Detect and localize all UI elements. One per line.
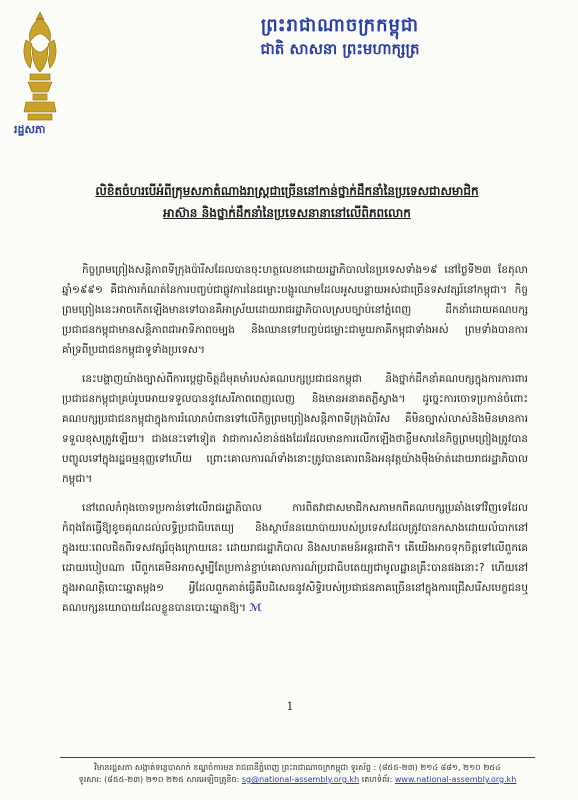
paragraph-3-text: នៅពេលកំពុងចោទប្រកាន់ទៅលើរាជរដ្ឋាភិបាល ការពិតវាជាសមាជិកសភាមកពីគណបក្សប្រឆាំងទៅវិញទេដែលកំពុងតែធ្វើឱ្យខូចគុណដល់លទ្ធិប្រជាធិបតេយ្យ និងស្ថាប័ននយោបាយរបស់ប្រទេសដែលត្រូវបានកសាងដោយលំបាកនៅក្នុងរយៈពេលជិតពីរទសវត្សរ៍ចុងក្រោយនេះ ដោយរាជរដ្ឋាភិបាល និងសហគមន៍អន្តរជាតិ។ តើយើងអាចទុកចិត្តទៅលើពួកគេដោយរបៀបណា បើពួកគេមិនអាចសូម្បីតែប្រកាន់ខ្ជាប់គោលការណ៍ប្រជាធិបតេយ្យជាមូលដ្ឋានគ្រឹះបានផងនោះ? ហើយនៅក្នុងអាណត្តិបោះឆ្នោតម្តង១ អ្វីដែលពួកគាត់ធ្វើគឺបដិសេធនូវសិទ្ធិរបស់ប្រជាជនភាគច្រើននៅក្នុងការជ្រើសរើសបេក្ខជនឬគណបក្សនយោបាយដែលខ្លួនបានបោះឆ្នោតឱ្យ។ <box>62 502 528 614</box>
kingdom-heading: ព្រះរាជាណាចក្រកម្ពុជា <box>260 15 420 36</box>
closing-mark: ℳ <box>249 602 262 614</box>
page-number: 1 <box>286 700 294 713</box>
letter-title-line-1: លិខិតចំហរបើអំពីក្រុមសភាតំណាងរាស្ត្រជាច្រើននៅកាន់ថ្នាក់ដឹកនាំនៃប្រទេសជាសមាជិក <box>95 184 479 198</box>
paragraph-3 <box>62 498 528 618</box>
national-assembly-emblem-icon <box>18 10 62 130</box>
footer-fax: ទូរសារ: (៨៥៥-២៣) ២១០ ២២៥ សារអេឡិចត្រូនិច: <box>78 775 240 784</box>
footer-website-link[interactable]: www.national-assembly.org.kh <box>394 775 517 784</box>
national-motto: ជាតិ សាសនា ព្រះមហាក្សត្រ <box>260 40 420 58</box>
footer-divider <box>60 757 535 758</box>
letter-title-line-2: អាស៊ាន និងថ្នាក់ដឹកនាំនៃប្រទេសនានានៅលើពិភពលោក <box>163 206 411 220</box>
letter-title <box>72 180 502 224</box>
letter-body <box>62 260 528 627</box>
footer-email-link[interactable]: sg@national-assembly.org.kh <box>241 775 360 784</box>
institution-label: រដ្ឋសភា <box>14 123 46 136</box>
paragraph-1: កិច្ចព្រមព្រៀងសន្តិភាពទីក្រុងប៉ារីសដែលបានចុះហត្ថលេខាដោយរដ្ឋាភិបាលនៃប្រទេសទាំង១៩ នៅថ្ងៃទី២៣ ខែតុលា ឆ្នាំ១៩៩១ គឺជាការកំណត់នៃការបញ្ចប់ជាផ្លូវការនៃជម្លោះបង្ហូរឈាមដែលអូសបន្លាយអស់ជាច្រើនទសវត្សរ៍នៅកម្ពុជា។ កិច្ចព្រមព្រៀងនេះអាចកើតឡើងមានទៅបានគឺអាស្រ័យដោយរាជរដ្ឋាភិបាលស្របច្បាប់នៅភ្នំពេញ ដឹកនាំដោយគណបក្សប្រជាជនកម្ពុជាមានសន្តិភាពជាអាទិភាពចម្បង និងឈានទៅបញ្ចប់ជម្លោះជាមួយភាគីកម្ពុជាទាំងអស់ ព្រមទាំងបានការគាំទ្រពីប្រជាជនកម្ពុជាទូទាំងប្រទេស។ <box>62 264 528 356</box>
footer <box>60 762 535 786</box>
footer-address: វិមានរដ្ឋសភា សង្កាត់ទន្លេបាសាក់ ខណ្ឌចំការមន រាជធានីភ្នំពេញ ព្រះរាជាណាចក្រកម្ពុជា ទូរស័ព្ទ : (៨៥៥-២៣) ២១៤ ៨៨១, ២១០ ២៥៤ <box>94 763 501 772</box>
footer-contact <box>60 774 535 786</box>
paragraph-2: នេះបង្ហាញយ៉ាងច្បាស់ពីការប្តេជ្ញាចិត្តដ៏មុតមាំរបស់គណបក្សប្រជាជនកម្ពុជា និងថ្នាក់ដឹកនាំគណបក្សក្នុងការការពារប្រជាជនកម្ពុជាគ្រប់រូបអោយទទួលបាននូវសេរីភាពពេញលេញ និងមានអនាគតភ្លឺស្វាង។ ដូច្នេះការចោទប្រកាន់ចំពោះគណបក្សប្រជាជនកម្ពុជាក្នុងការរំលោភបំពានទៅលើកិច្ចព្រមព្រៀងសន្តិភាពទីក្រុងប៉ារីស គឺមិនច្បាស់លាស់និងមិនមានការទទួលខុសត្រូវឡើយ។ ជាងនេះទៅទៀត វាជាការសំខាន់ផងដែរដែលមានការលើកឡើងថាខ្លឹមសារនៃកិច្ចព្រមព្រៀងត្រូវបានបញ្ចូលទៅក្នុងរដ្ឋធម្មនុញ្ញទៅហើយ ព្រោះគោលការណ៍ទាំងនោះត្រូវបានគោរពនិងអនុវត្តយ៉ាងម៉ឺងម៉ាត់ដោយរាជរដ្ឋាភិបាលកម្ពុជា។ <box>62 373 528 485</box>
footer-website-label: គេហទំព័រ: <box>361 775 393 784</box>
